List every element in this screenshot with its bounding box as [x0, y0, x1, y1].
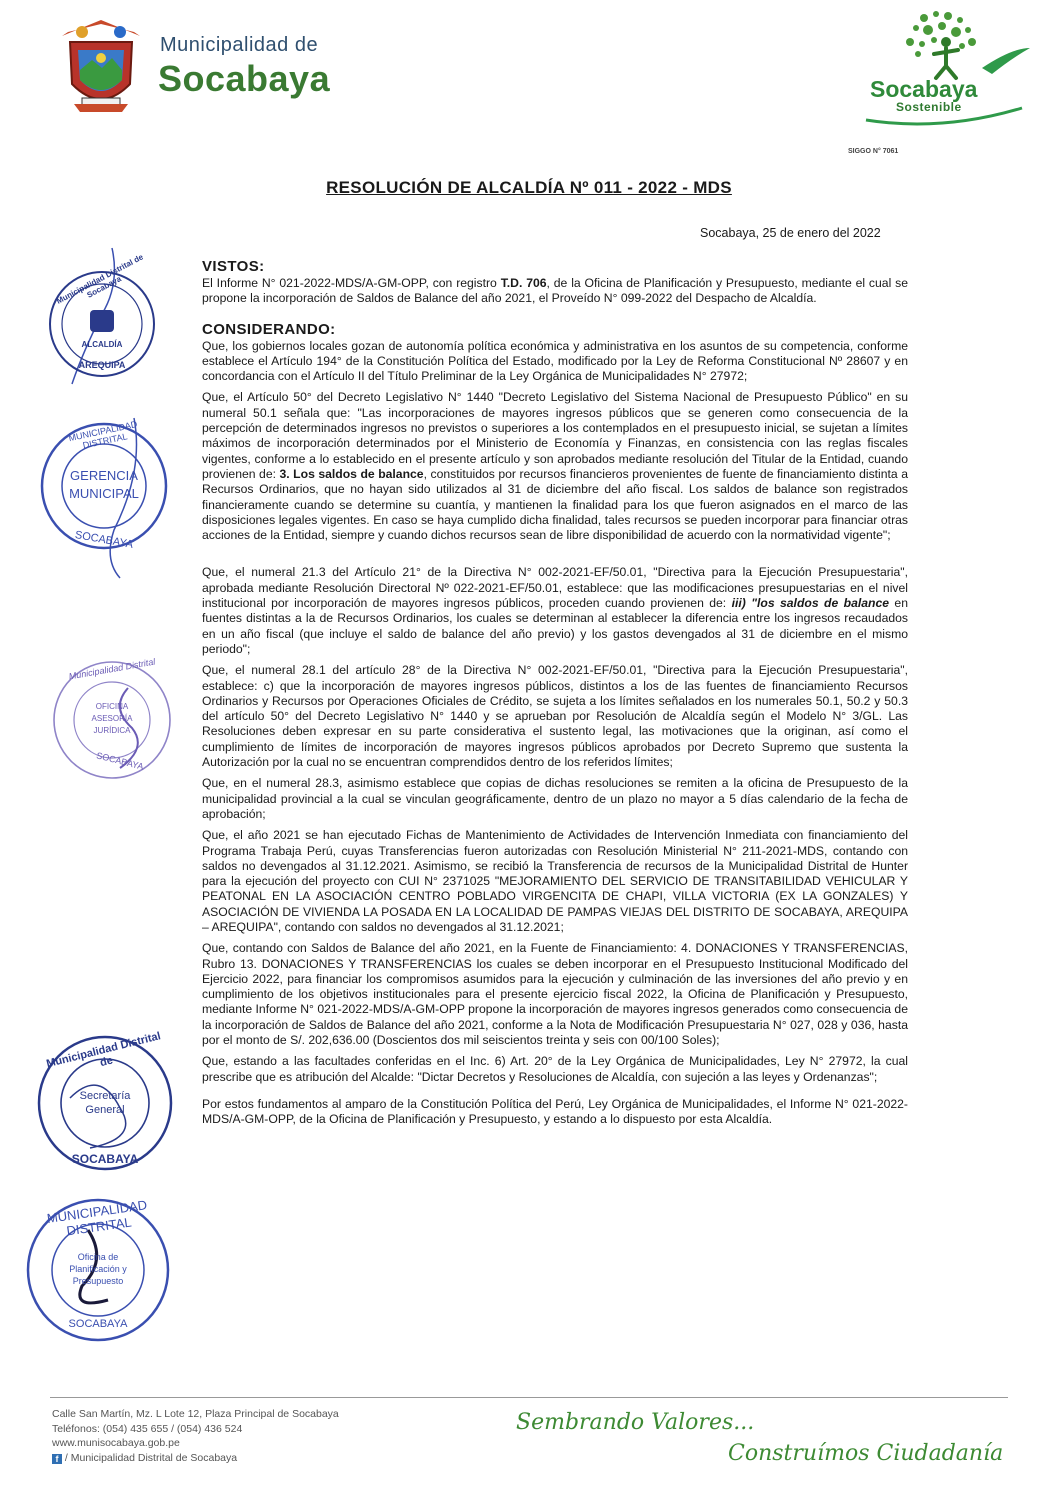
stamp4-line1: Secretaría — [79, 1090, 131, 1102]
stamp5-line1: Oficina de — [77, 1252, 119, 1262]
stamp2-line1: GERENCIA — [70, 468, 138, 483]
planificacion-presupuesto-stamp — [18, 1190, 178, 1350]
stamp5-line3: Presupuesto — [72, 1276, 124, 1286]
vistos-registry: T.D. 706 — [500, 276, 547, 290]
considerando-p8: Que, estando a las facultades conferidas en el Inc. 6) Art. 20° de la Ley Orgánica de Municipalidades, Ley N° 27972, la cual prescribe que es atribución del Alcalde: "Dictar Decretos y Resoluciones de Alcaldía, con sujeción a las leyes y Ordenanzas"; — [202, 1054, 908, 1084]
stamp4-bot: SOCABAYA — [71, 1152, 139, 1166]
considerando-p3 — [202, 565, 908, 657]
vistos-text-c: , de la Oficina de Planificación y Presupuesto, mediante el cual se propone la incorporación de Saldos de Balance del año 2021, el Proveído N° 099-2022 del Despacho de Alcaldía. — [202, 276, 908, 306]
stamp5-top: MUNICIPALIDAD DISTRITAL — [45, 1197, 148, 1239]
footer-website: www.munisocabaya.gob.pe — [52, 1437, 180, 1449]
socabaya-logo-name: Socabaya — [870, 76, 978, 102]
vistos-heading: VISTOS: — [202, 258, 265, 275]
stamp5-line2: Planificación y — [69, 1264, 127, 1274]
considerando-p7: Que, contando con Saldos de Balance del año 2021, en la Fuente de Financiamiento: 4. DONACIONES Y TRANSFERENCIAS, Rubro 13. DONACIONES Y TRANSFERENCIAS los cuales se deben incorporar en el Presupuesto Institucional Modificado del Ejercicio 2022, para financiar los compromisos asumidos para la ejecución y culminación de las inversiones del año previo y en cumplimiento de los objetivos institucionales para el presente ejercicio fiscal 2022, la Oficina de Planificación y Presupuesto, mediante Informe N° 021-2022-MDS/A-GM-OPP propone la incorporación de mayores ingresos generados como consecuencia de la incorporación de Saldos de Balance del año 2021, conforme a la Nota de Modificación Presupuestaria N° 027, 028 y 036, hasta por el monto de S/. 202,636.00 (Doscientos dos mil seiscientos treinta y seis con 00/100 Soles); — [202, 941, 908, 1048]
stamp5-bot: SOCABAYA — [68, 1318, 128, 1330]
stamp4-top: Municipalidad Distrital de — [45, 1030, 162, 1071]
considerando-p5: Que, en el numeral 28.3, asimismo establece que copias de dichas resoluciones se remiten a la oficina de Presupuesto de la municipalidad provincial a la cual se vinculan geográficamente, dentro de un plazo no mayor a 5 días calendario de la fecha de aprobación; — [202, 776, 908, 821]
stamp3-top: Municipalidad Distrital — [68, 656, 156, 682]
siggo-number: SIGGO N° 7061 — [848, 148, 899, 155]
municipality-name-small: Municipalidad de — [160, 34, 319, 56]
p3-text-a: Que, el numeral 21.3 del Artículo 21° de la Directiva N° 002-2021-EF/50.01, "Directiva para la Ejecución Presupuestaria", aprobada mediante Resolución Directoral Nº 022-2021-EF/50.01, establece: que las modificaciones presupuestarias en el nivel institucional por incorporación de mayores ingresos públicos, proceden cuando provienen de: — [202, 565, 908, 611]
considerando-p9: Por estos fundamentos al amparo de la Constitución Política del Perú, Ley Orgánica de Municipalidades, el Informe N° 021-2022-MDS/A-GM-OPP, de la Oficina de Planificación y Presupuesto, y estando a lo dispuesto por esta Alcaldía. — [202, 1096, 908, 1127]
secretaria-general-stamp — [30, 1028, 180, 1178]
p2-text-c: , constituidos por recursos financieros provenientes de fuente de financiamiento distinta a Recursos Ordinarios, que no hayan sido utilizados al 31 de diciembre del año fiscal. Los saldos de balance son registrados financieramente cuando se determine su cuantía, y mantienen la finalidad para los que fueron asignados en el marco de las disposiciones legales vigentes. En caso se haya cumplido dicha finalidad, tales recursos se pueden incorporar para financiar otras acciones de la Entidad, siempre y cuando dichos recursos sean de libre disponibilidad de acuerdo con la normatividad vigente"; — [202, 466, 908, 543]
stamp1-bot: AREQUIPA — [78, 360, 126, 370]
stamp3-bot: SOCABAYA — [95, 750, 145, 772]
municipality-name-large: Socabaya — [158, 58, 331, 99]
stamp4-line2: General — [85, 1104, 125, 1116]
considerando-p6: Que, el año 2021 se han ejecutado Fichas de Mantenimiento de Actividades de Intervención Inmediata con financiamiento del Programa Trabaja Perú, cuyas Transferencias fueron autorizadas con Resolución Ministerial N° 211-2021-MDS, contando con saldos no devengados al 31.12.2021. Asimismo, se recibió la Transferencia de recursos de la Municipalidad Distrital de Hunter para la ejecución del proyecto con CUI N° 2371025 "MEJORAMIENTO DEL SERVICIO DE TRANSITABILIDAD VEHICULAR Y PEATONAL EN LA ASOCIACIÓN CENTRO POBLADO VIRGENCITA DE CHAPI, VILLA VICTORIA (EX LA GONZALES) Y ASOCIACIÓN DE VIVIENDA LA POSADA EN LA LOCALIDAD DE PAMPAS VIEJAS DEL DISTRITO DE SOCABAYA, AREQUIPA – AREQUIPA", contando con saldos no devengados al 31.12.2021; — [202, 828, 908, 934]
document-body — [202, 258, 908, 1134]
socabaya-sostenible-logo — [862, 8, 1032, 128]
footer-facebook-text: / Municipalidad Distrital de Socabaya — [64, 1451, 238, 1464]
considerando-p2 — [202, 390, 908, 543]
considerando-p4: Que, el numeral 28.1 del artículo 28° de la Directiva N° 002-2021-EF/50.01, "Directiva para la Ejecución Presupuestaria", establece: c) que la incorporación de mayores ingresos públicos, distintos a los de las fuentes de financiamiento Recursos Ordinarios y Recursos por Operaciones Oficiales de Crédito, se sujeta a los límites señalados en los numerales 50.1, 50.2 y 50.3 del artículo 50° del Decreto Legislativo N° 1440 y se aprueban por Resolución de Alcaldía según el Modelo N° 3/GL. Las Resoluciones deben expresar en su parte considerativa el sustento legal, las motivaciones que la originan, así como el cumplimiento de límites de incorporación de mayores ingresos públicos aprobados por Decreto Supremo que sustenta la Autorización por la cual no se encuentran comprendidos dentro de los referidos límites; — [202, 663, 908, 770]
footer-facebook — [52, 1451, 339, 1466]
asesoria-juridica-stamp — [50, 648, 180, 793]
stamp2-line2: MUNICIPAL — [69, 486, 139, 501]
document-date: Socabaya, 25 de enero del 2022 — [700, 226, 881, 240]
stamp3-line3: JURÍDICA — [93, 726, 131, 735]
stamp1-mid: ALCALDÍA — [81, 340, 123, 349]
facebook-icon: f — [52, 1454, 62, 1464]
alcaldia-seal-stamp — [42, 244, 162, 394]
considerando-p1: Que, los gobiernos locales gozan de autonomía política económica y administrativa en los asuntos de su competencia, conforme establece el Artículo 194° de la Constitución Política del Estado, modificado por la Ley de Reforma Constitucional Nº 28607 y en concordancia con el Artículo II del Título Preliminar de la Ley Orgánica de Municipalidades N° 27972; — [202, 338, 908, 384]
stamp2-bot: SOCABAYA — [73, 528, 135, 552]
stamp1-top: Municipalidad Distrital de Socabaya — [54, 252, 145, 306]
footer-contact — [52, 1407, 339, 1465]
p3-text-c: en fuentes distintas a la de Recursos Ordinarios, los cuales se determinan al establecer la diferencia entre los ingresos recaudados en un año fiscal (que incluye el saldo de balance del año previo) y los gastos devengados al 31 de diciembre en el mismo periodo"; — [202, 596, 908, 656]
considerando-heading: CONSIDERANDO: — [202, 320, 336, 338]
vistos-paragraph — [202, 276, 908, 307]
footer-phones: Teléfonos: (054) 435 655 / (054) 436 524 — [52, 1422, 243, 1435]
p3-bold: iii) "los saldos de balance — [731, 596, 890, 611]
slogan-line2: Construímos Ciudadanía — [728, 1441, 1004, 1466]
slogan-line1: Sembrando Valores... — [516, 1410, 755, 1435]
sostenible-logo-subtitle: Sostenible — [896, 100, 962, 114]
stamp2-top: MUNICIPALIDAD DISTRITAL — [67, 418, 139, 451]
gerencia-municipal-stamp — [34, 410, 174, 580]
footer-divider — [50, 1397, 1008, 1398]
resolution-title: RESOLUCIÓN DE ALCALDÍA Nº 011 - 2022 - MDS — [326, 178, 732, 197]
footer-address: Calle San Martín, Mz. L Lote 12, Plaza Principal de Socabaya — [52, 1408, 339, 1420]
vistos-text-a: El Informe N° 021-2022-MDS/A-GM-OPP, con registro — [202, 276, 501, 290]
p2-bold: 3. Los saldos de balance — [279, 466, 424, 481]
stamp3-line1: OFICINA — [95, 702, 129, 711]
municipal-coat-of-arms-logo — [52, 14, 150, 118]
stamp3-line2: ASESORÍA — [91, 714, 133, 723]
p2-text-a: Que, el Artículo 50° del Decreto Legislativo N° 1440 "Decreto Legislativo del Sistema Nacional de Presupuesto Público" en su numeral 50.1 señala que: "Las incorporaciones de mayores ingresos públicos que se generen como consecuencia de la percepción de determinados ingresos no previstos o superiores a los contemplados en el presupuesto inicial, se sujetan a límites máximos de incorporación determinados por el Ministerio de Economía y Finanzas, en consistencia con las reglas fiscales vigentes, conforme a lo establecido en el presente artículo y son aprobados mediante resolución del Titular de la Entidad, cuando provienen de: — [202, 390, 908, 481]
